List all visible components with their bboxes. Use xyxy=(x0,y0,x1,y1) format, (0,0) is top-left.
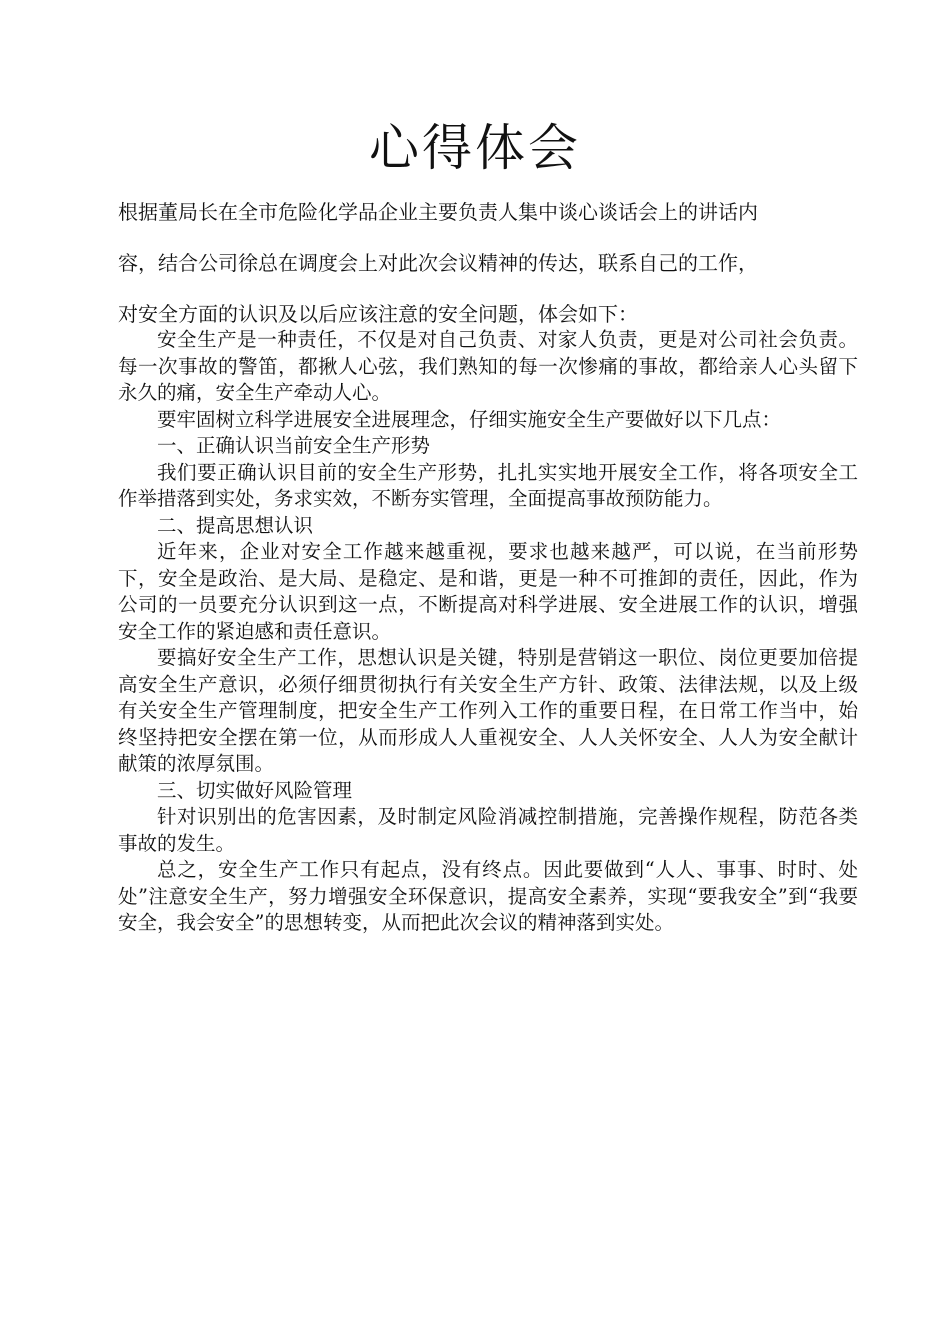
paragraph: 针对识别出的危害因素，及时制定风险消减控制措施，完善操作规程，防范各类事故的发生。 xyxy=(118,805,858,855)
paragraph: 要搞好安全生产工作，思想认识是关键，特别是营销这一职位、岗位更要加倍提高安全生产意识，必须仔细贯彻执行有关安全生产方针、政策、法律法规，以及上级有关安全生产管理制度，把安全生产工作列入工作的重要日程，在日常工作当中，始终坚持把安全摆在第一位，从而形成人人重视安全、人人关怀安全、人人为安全献计献策的浓厚氛围。 xyxy=(118,646,858,775)
page-title: 心得体会 xyxy=(369,119,581,177)
paragraph: 要牢固树立科学进展安全进展理念，仔细实施安全生产要做好以下几点： xyxy=(157,407,782,431)
paragraph: 近年来，企业对安全工作越来越重视，要求也越来越严，可以说，在当前形势下，安全是政治、是大局、是稳定、是和谐，更是一种不可推卸的责任，因此，作为公司的一员要充分认识到这一点，不断提高对科学进展、安全进展工作的认识，增强安全工作的紧迫感和责任意识。 xyxy=(118,540,858,643)
paragraph: 我们要正确认识目前的安全生产形势，扎扎实实地开展安全工作，将各项安全工作举措落到实处，务求实效，不断夯实管理，全面提高事故预防能力。 xyxy=(118,460,858,510)
section-heading: 三、切实做好风险管理 xyxy=(157,778,353,802)
intro-line: 根据董局长在全市危险化学品企业主要负责人集中谈心谈话会上的讲话内 xyxy=(118,200,758,224)
paragraph: 总之，安全生产工作只有起点，没有终点。因此要做到“人人、事事、时时、处处”注意安全生产，努力增强安全环保意识，提高安全素养，实现“要我安全”到“我要安全，我会安全”的思想转变，从而把此次会议的精神落到实处。 xyxy=(118,858,858,934)
intro-line: 对安全方面的认识及以后应该注意的安全问题，体会如下： xyxy=(118,302,638,326)
section-heading: 一、正确认识当前安全生产形势 xyxy=(157,434,431,457)
intro-line: 容，结合公司徐总在调度会上对此次会议精神的传达，联系自己的工作， xyxy=(118,251,758,275)
section-heading: 二、提高思想认识 xyxy=(157,513,314,537)
paragraph: 安全生产是一种责任，不仅是对自己负责、对家人负责，更是对公司社会负责。每一次事故的警笛，都揪人心弦，我们熟知的每一次惨痛的事故，都给亲人心头留下永久的痛，安全生产牵动人心。 xyxy=(118,328,858,404)
document-body xyxy=(118,327,858,937)
